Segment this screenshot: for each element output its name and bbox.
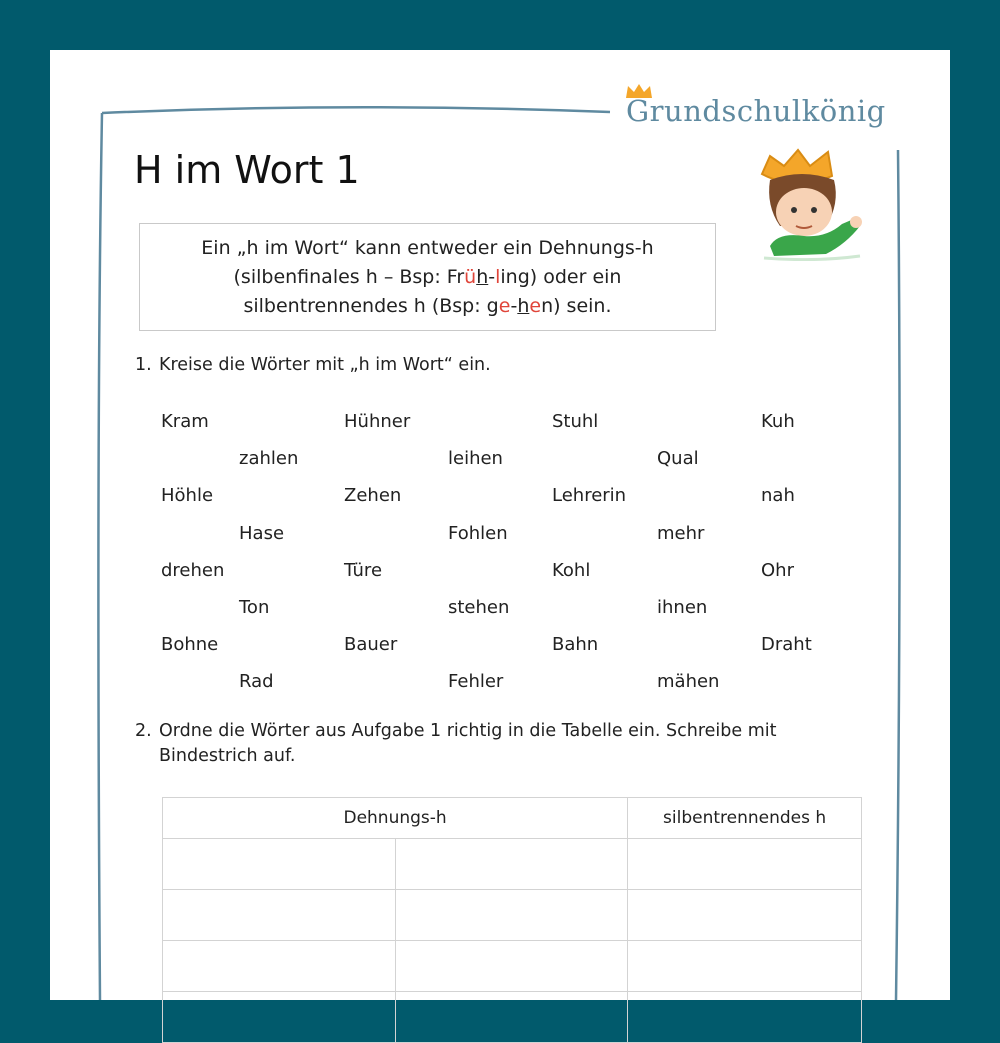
info-line-1: Ein „h im Wort“ kann entweder ein Dehnungs-h — [201, 237, 654, 259]
table-row — [163, 941, 862, 992]
word-item[interactable]: Lehrerin — [552, 485, 627, 506]
example-hyphen: - — [488, 266, 496, 288]
example-letter: l — [495, 266, 501, 288]
word-item[interactable]: Kuh — [761, 411, 795, 432]
header-silbentrennendes-h: silbentrennendes h — [628, 798, 862, 839]
example-h: h — [517, 295, 530, 317]
info-line-3-end: n) sein. — [541, 295, 612, 317]
word-item[interactable]: Bahn — [552, 634, 599, 655]
table-cell[interactable] — [163, 992, 396, 1043]
word-item[interactable]: Hase — [239, 523, 285, 544]
info-line-2-end: ing) oder ein — [500, 266, 622, 288]
page-title: H im Wort 1 — [134, 148, 360, 192]
word-item[interactable]: Zehen — [344, 485, 402, 506]
word-item[interactable]: leihen — [448, 448, 503, 469]
info-line-2-start: (silbenfinales h – Bsp: Fr — [233, 266, 465, 288]
word-item[interactable]: stehen — [448, 597, 510, 618]
header-dehnungs-h: Dehnungs-h — [163, 798, 628, 839]
table-cell[interactable] — [395, 890, 628, 941]
word-item[interactable]: Fohlen — [448, 523, 508, 544]
word-item[interactable]: Fehler — [448, 671, 504, 692]
word-item[interactable]: zahlen — [239, 448, 299, 469]
info-line-2 — [140, 263, 715, 292]
task-2-text-continued: Bindestrich auf. — [159, 746, 296, 766]
table-row — [163, 890, 862, 941]
table-cell[interactable] — [395, 992, 628, 1043]
table-cell[interactable] — [163, 890, 396, 941]
table-cell[interactable] — [395, 941, 628, 992]
task-1-number: 1. — [135, 355, 152, 375]
word-item[interactable]: Ton — [239, 597, 270, 618]
task-2-text: Ordne die Wörter aus Aufgabe 1 richtig in die Tabelle ein. Schreibe mit — [159, 721, 777, 741]
word-item[interactable]: Bohne — [161, 634, 219, 655]
word-item[interactable]: nah — [761, 485, 795, 506]
word-item[interactable]: Draht — [761, 634, 812, 655]
king-character-icon — [756, 146, 866, 261]
example-letter: ü — [464, 266, 477, 288]
table-row — [163, 992, 862, 1043]
word-item[interactable]: Rad — [239, 671, 274, 692]
info-box — [139, 223, 716, 331]
info-line-3 — [140, 292, 715, 321]
word-item[interactable]: Hühner — [344, 411, 411, 432]
word-item[interactable]: Stuhl — [552, 411, 599, 432]
example-hyphen: - — [510, 295, 518, 317]
task-1-instruction — [135, 351, 491, 380]
table-cell[interactable] — [628, 890, 862, 941]
worksheet-page — [50, 50, 950, 1000]
table-cell[interactable] — [163, 839, 396, 890]
table-row — [163, 839, 862, 890]
brand-logo: Grundschulkönig — [626, 94, 886, 128]
table-cell[interactable] — [163, 941, 396, 992]
example-h: h — [476, 266, 489, 288]
table-header-row — [163, 798, 862, 839]
word-item[interactable]: Kram — [161, 411, 209, 432]
example-letter: e — [529, 295, 542, 317]
table-cell[interactable] — [628, 992, 862, 1043]
task-1-text: Kreise die Wörter mit „h im Wort“ ein. — [159, 355, 491, 375]
word-item[interactable]: mähen — [657, 671, 720, 692]
word-item[interactable]: Qual — [657, 448, 699, 469]
word-item[interactable]: Kohl — [552, 560, 591, 581]
word-item[interactable]: Türe — [344, 560, 383, 581]
word-item[interactable]: drehen — [161, 560, 225, 581]
word-item[interactable]: Höhle — [161, 485, 214, 506]
task-2-instruction — [135, 717, 776, 746]
word-item[interactable]: ihnen — [657, 597, 708, 618]
example-letter: e — [498, 295, 511, 317]
table-cell[interactable] — [628, 839, 862, 890]
sorting-table — [162, 797, 862, 1043]
table-cell[interactable] — [628, 941, 862, 992]
word-item[interactable]: Bauer — [344, 634, 398, 655]
word-item[interactable]: Ohr — [761, 560, 794, 581]
info-line-3-start: silbentrennendes h (Bsp: g — [243, 295, 499, 317]
word-item[interactable]: mehr — [657, 523, 705, 544]
task-2-number: 2. — [135, 721, 152, 741]
table-cell[interactable] — [395, 839, 628, 890]
